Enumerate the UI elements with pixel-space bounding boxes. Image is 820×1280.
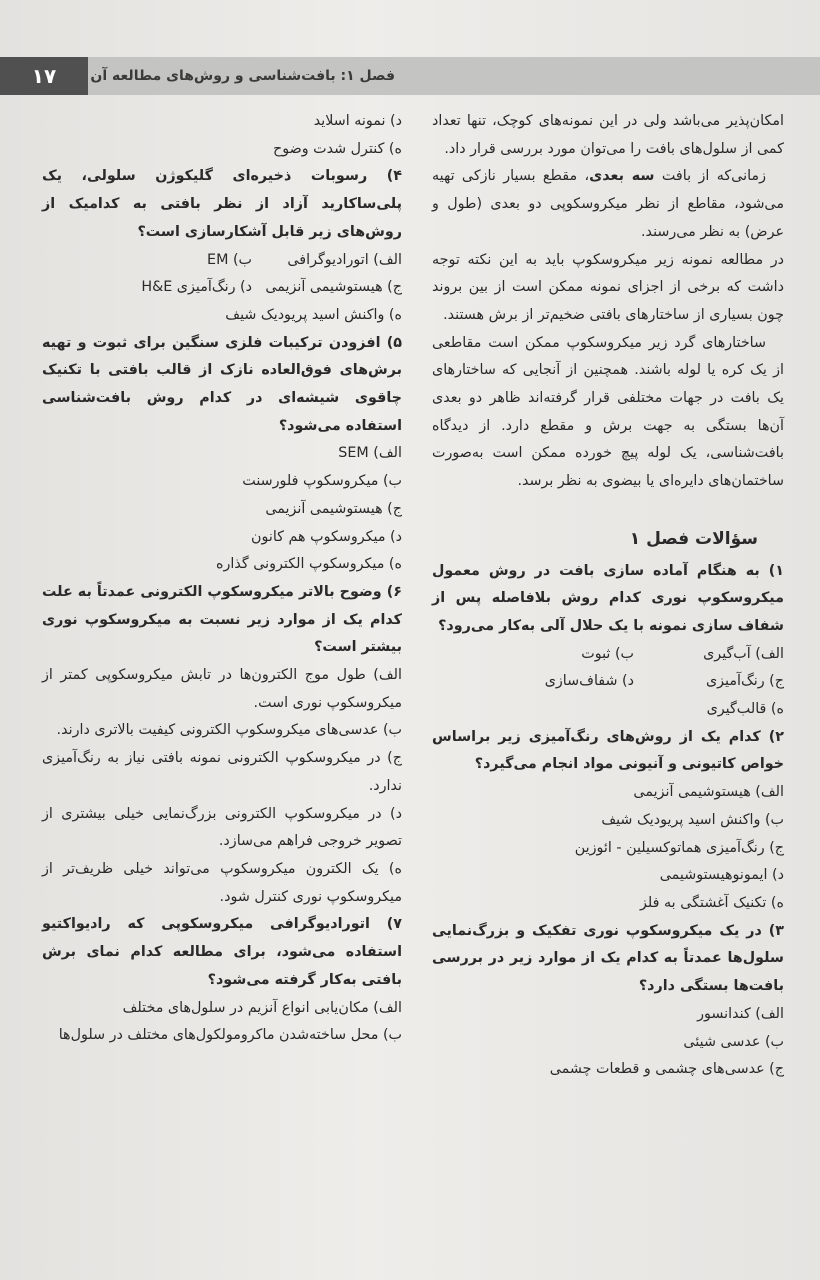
option: ب) واکنش اسید پریودیک شیف <box>601 811 784 828</box>
option: د) در میکروسکوپ الکترونی بزرگ‌نمایی خیلی بیشتری از تصویر خروجی فراهم می‌سازد. <box>42 805 402 850</box>
option: د) شفاف‌سازی <box>544 673 634 690</box>
left-column <box>42 108 402 1050</box>
option: الف) آب‌گیری <box>703 645 784 662</box>
option-row <box>42 274 402 302</box>
option: الف) مکان‌یابی انواع آنزیم در سلول‌های مختلف <box>122 999 402 1016</box>
chapter-title: فصل ۱: بافت‌شناسی و روش‌های مطالعه آن <box>90 68 395 84</box>
question-4: ۴) رسوبات ذخیره‌ای گلیکوژن سلولی، یک پلی‌ساکارید آزاد از نظر بافتی به کدامیک از روش‌های زیر قابل آشکارسازی است؟ <box>42 168 402 240</box>
paragraph: امکان‌پذیر می‌باشد ولی در این نمونه‌های کوچک، تنها تعداد کمی از سلول‌های بافت را می‌توان مورد بررسی قرار داد. <box>432 113 784 157</box>
option: الف) کندانسور <box>697 1005 784 1022</box>
option: ج) در میکروسکوپ الکترونی نمونه بافتی نیاز به رنگ‌آمیزی ندارد. <box>42 750 402 794</box>
page-number: ۱۷ <box>0 57 88 95</box>
option: ج) عدسی‌های چشمی و قطعات چشمی <box>549 1061 784 1078</box>
option: ب) ثبوت <box>581 645 634 662</box>
option: ه) یک الکترون میکروسکوپ می‌تواند خیلی ظریف‌تر از میکروسکوپ نوری کنترل شود. <box>42 860 402 905</box>
option-row <box>432 641 784 669</box>
question-5: ۵) افزودن ترکیبات فلزی سنگین برای ثبوت و تهیه برش‌های فوق‌العاده نازک از قالب بافتی با تکنیک چاقوی شیشه‌ای در کدام روش بافت‌شناسی استفاده می‌شود؟ <box>42 334 402 434</box>
question-1: ۱) به هنگام آماده سازی بافت در روش معمول میکروسکوپ نوری کدام روش بلافاصله پس از شفاف سازی نمونه با یک حلال آلی به‌کار می‌رود؟ <box>432 562 784 634</box>
option: د) نمونه اسلاید <box>313 113 402 129</box>
option: ب) محل ساخته‌شدن ماکرومولکول‌های مختلف در سلول‌ها <box>58 1027 402 1044</box>
option: ج) رنگ‌آمیزی هماتوکسیلین - ائوزین <box>574 839 784 856</box>
question-7: ۷) اتورادیوگرافی میکروسکوپی که رادیواکتیو استفاده می‌شود، برای مطالعه کدام نمای برش بافتی به‌کار گرفته می‌شود؟ <box>42 916 402 988</box>
paragraph: زمانی‌که از بافت سه بعدی، مقطع بسیار نازکی تهیه می‌شود، مقاطع از نظر میکروسکوپی دو بعدی (طول و عرض) به نظر می‌رسند. <box>432 168 784 240</box>
option: الف) اتورادیوگرافی <box>287 251 402 268</box>
option: ه) قالب‌گیری <box>706 701 784 718</box>
option: ه) میکروسکوپ الکترونی گذاره <box>216 556 402 573</box>
question-3: ۳) در یک میکروسکوپ نوری تفکیک و بزرگ‌نمایی سلول‌ها عمدتاً به کدام یک از موارد زیر در بررسی بافت‌ها بستگی دارد؟ <box>432 922 784 995</box>
option: الف) SEM <box>338 445 402 462</box>
option: ه) واکنش اسید پریودیک شیف <box>225 306 402 323</box>
option: ب) میکروسکوپ فلورسنت <box>242 473 402 490</box>
section-title: سؤالات فصل ۱ <box>629 528 758 549</box>
option: ب) EM <box>207 251 252 268</box>
bold-term: سه بعدی <box>589 168 655 185</box>
option: ه) کنترل شدت وضوح <box>272 140 402 157</box>
option: الف) هیستوشیمی آنزیمی <box>633 784 784 801</box>
option: ج) هیستوشیمی آنزیمی <box>265 500 402 517</box>
question-6: ۶) وضوح بالاتر میکروسکوپ الکترونی عمدتاً به علت کدام یک از موارد زیر نسبت به میکروسکوپ نوری بیشتر است؟ <box>42 583 402 656</box>
option-row <box>432 668 784 696</box>
option: ج) هیستوشیمی آنزیمی <box>265 279 402 296</box>
option: د) میکروسکوپ هم کانون <box>250 528 402 545</box>
right-column <box>432 108 784 1084</box>
option: د) ایمونوهیستوشیمی <box>659 867 784 884</box>
page-header <box>0 57 820 95</box>
option-row <box>42 247 402 275</box>
question-2: ۲) کدام یک از روش‌های رنگ‌آمیزی زیر براساس خواص کاتیونی و آنیونی مواد انجام می‌گیرد؟ <box>432 728 784 773</box>
option: د) رنگ‌آمیزی H&E <box>141 279 252 296</box>
option: ب) عدسی شیئی <box>683 1033 784 1050</box>
paragraph: در مطالعه نمونه زیر میکروسکوپ باید به این نکته توجه داشت که برخی از اجزای نمونه ممکن است از بین بروند چون بسیاری از ساختارهای بافتی ضخیم‌تر از برش هستند. <box>432 251 784 323</box>
option: ه) تکنیک آغشتگی به فلز <box>640 894 784 911</box>
paragraph: ساختارهای گرد زیر میکروسکوپ ممکن است مقاطعی از یک کره یا لوله باشند. همچنین از آنجایی که ساختارهای یک بافت در جهات مختلفی قرار گرفته‌اند ظاهر دو بعدی آن‌ها بستگی به جهت برش و مقطع دارد. از دیدگاه بافت‌شناسی، یک لوله پیچ خورده ممکن است به‌صورت ساختمان‌های دایره‌ای یا بیضوی به نظر برسد. <box>432 334 784 490</box>
option: الف) طول موج الکترون‌ها در تابش میکروسکوپی کمتر از میکروسکوپ نوری است. <box>42 667 402 711</box>
option: ج) رنگ‌آمیزی <box>705 673 784 690</box>
option: ب) عدسی‌های میکروسکوپ الکترونی کیفیت بالاتری دارند. <box>56 722 402 739</box>
